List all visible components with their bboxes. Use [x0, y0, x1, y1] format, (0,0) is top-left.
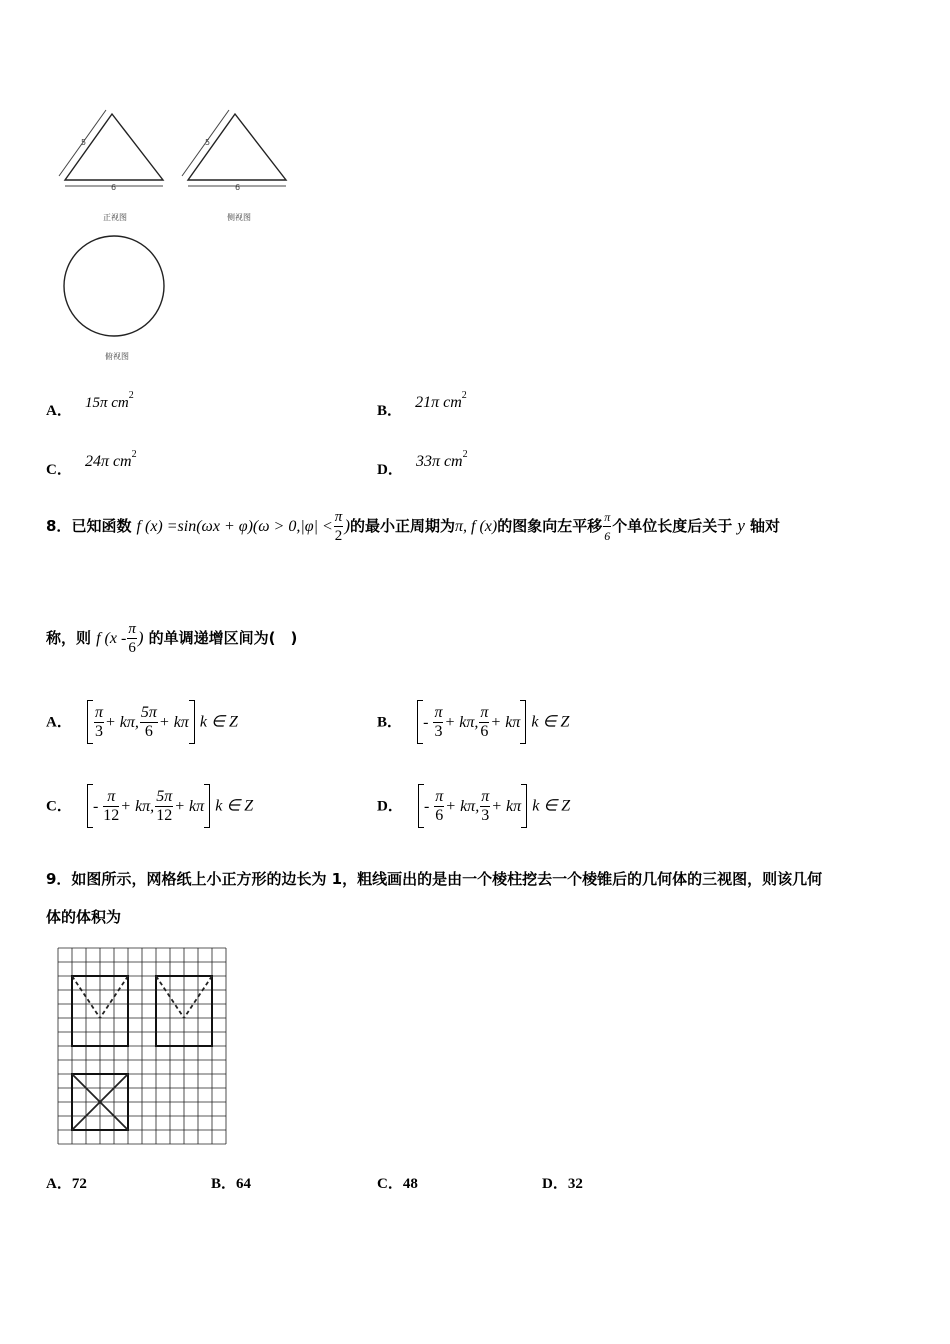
option-value: 33π $cm^2$: [415, 449, 468, 470]
option-label: B．: [211, 1176, 237, 1192]
right-bracket: [521, 784, 527, 828]
q8-option-b[interactable]: [377, 700, 569, 744]
q7-option-d[interactable]: [377, 449, 468, 478]
interval-expr: $\frac{\pi}{3}$ + kπ, $\frac{5\pi}{6}$ + kπ: [94, 704, 189, 741]
option-label: B．: [377, 714, 403, 731]
option-label: A．: [46, 714, 72, 731]
q7-figure-svg: [55, 108, 305, 368]
q8-shift-frac: $\frac{\pi}{6}$: [128, 621, 136, 656]
option-value: 48: [402, 1176, 418, 1192]
q9-option-b[interactable]: [211, 1172, 251, 1193]
q7-option-c[interactable]: [46, 449, 137, 478]
option-label: B．: [377, 403, 403, 419]
option-label: D．: [377, 462, 403, 478]
q8-option-a[interactable]: [46, 700, 238, 744]
interval-tail: k ∈ Z: [532, 797, 571, 815]
front-slant-label: 5: [81, 138, 87, 147]
option-value: 24π $cm^2$: [84, 449, 137, 470]
q8-shift-close: ): [137, 628, 144, 647]
q8-number: 8．: [46, 517, 72, 535]
q8-function-def: f (x) =sin(ωx + φ)(ω > 0,|φ| <: [136, 518, 333, 535]
interval-expr: - $\frac{\pi}{12}$ + kπ, $\frac{5\pi}{12}$ + kπ: [92, 788, 205, 825]
q8-pi-over-2: $\frac{\pi}{2}$: [334, 509, 343, 544]
interval-expr: - $\frac{\pi}{6}$ + kπ, $\frac{\pi}{3}$ + kπ: [423, 788, 522, 825]
right-bracket: [204, 784, 210, 828]
q8-text-3: 的图象向左平移: [497, 517, 603, 535]
top-view-circle: [64, 236, 164, 336]
option-value: 15π $cm^2$: [84, 390, 134, 411]
option-value: 32: [567, 1176, 583, 1192]
q8-text-4: 个单位长度后关于: [612, 517, 733, 535]
option-label: D．: [377, 798, 403, 815]
right-bracket: [520, 700, 526, 744]
q9-grid-figure: [57, 947, 229, 1149]
q9-option-d[interactable]: [542, 1172, 583, 1193]
option-label: C．: [46, 798, 72, 815]
option-label: C．: [46, 462, 72, 478]
q8-line2-text-1: 称，则: [46, 629, 92, 647]
q8-stem-line1: [46, 508, 926, 545]
interval-expr: - $\frac{\pi}{3}$ + kπ, $\frac{\pi}{6}$ + kπ: [423, 704, 521, 741]
q8-pi-f: π, f (x): [455, 518, 498, 535]
q8-text-5: 轴对: [750, 517, 781, 535]
option-value: 64: [236, 1176, 252, 1192]
side-base-label: 6: [235, 183, 241, 192]
option-label: A．: [46, 403, 72, 419]
q9-option-c[interactable]: [377, 1172, 418, 1193]
q8-y: y: [737, 516, 745, 535]
top-view-caption: 俯视图: [105, 352, 129, 361]
q9-stem-line1: 9．如图所示，网格纸上小正方形的边长为 1，粗线画出的是由一个棱柱挖去一个棱锥后的几何体的三视图，则该几何: [46, 870, 823, 888]
q8-pi-over-6: $\frac{\pi}{6}$: [604, 510, 611, 543]
q8-text-2: 的最小正周期为: [349, 517, 455, 535]
option-label: A．: [46, 1176, 72, 1192]
q7-option-b[interactable]: [377, 390, 467, 419]
option-label: D．: [542, 1176, 568, 1192]
q8-close-paren: ): [344, 516, 350, 535]
q8-line2-text-2: 的单调递增区间为( ): [148, 629, 298, 647]
interval-tail: k ∈ Z: [199, 713, 238, 731]
q7-option-a[interactable]: [46, 390, 134, 419]
right-bracket: [189, 700, 195, 744]
side-slant-label: 5: [205, 138, 211, 147]
q8-text-1: 已知函数: [71, 517, 132, 535]
option-value: 72: [71, 1176, 87, 1192]
q9-grid-svg: [57, 947, 229, 1149]
option-value: 21π $cm^2$: [415, 390, 467, 411]
front-view-caption: 正视图: [103, 213, 127, 222]
option-label: C．: [377, 1176, 403, 1192]
q9-stem-line2: 体的体积为: [46, 908, 122, 926]
q8-option-c[interactable]: [46, 784, 253, 828]
interval-tail: k ∈ Z: [531, 713, 570, 731]
q8-stem-line2: [46, 620, 297, 657]
q7-three-view-figure: [55, 108, 305, 368]
side-view-caption: 侧视图: [227, 213, 251, 222]
q9-option-a[interactable]: [46, 1172, 87, 1193]
front-base-label: 6: [111, 183, 117, 192]
q8-shift-f: f (x -: [96, 630, 127, 647]
q8-option-d[interactable]: [377, 784, 570, 828]
interval-tail: k ∈ Z: [215, 797, 254, 815]
